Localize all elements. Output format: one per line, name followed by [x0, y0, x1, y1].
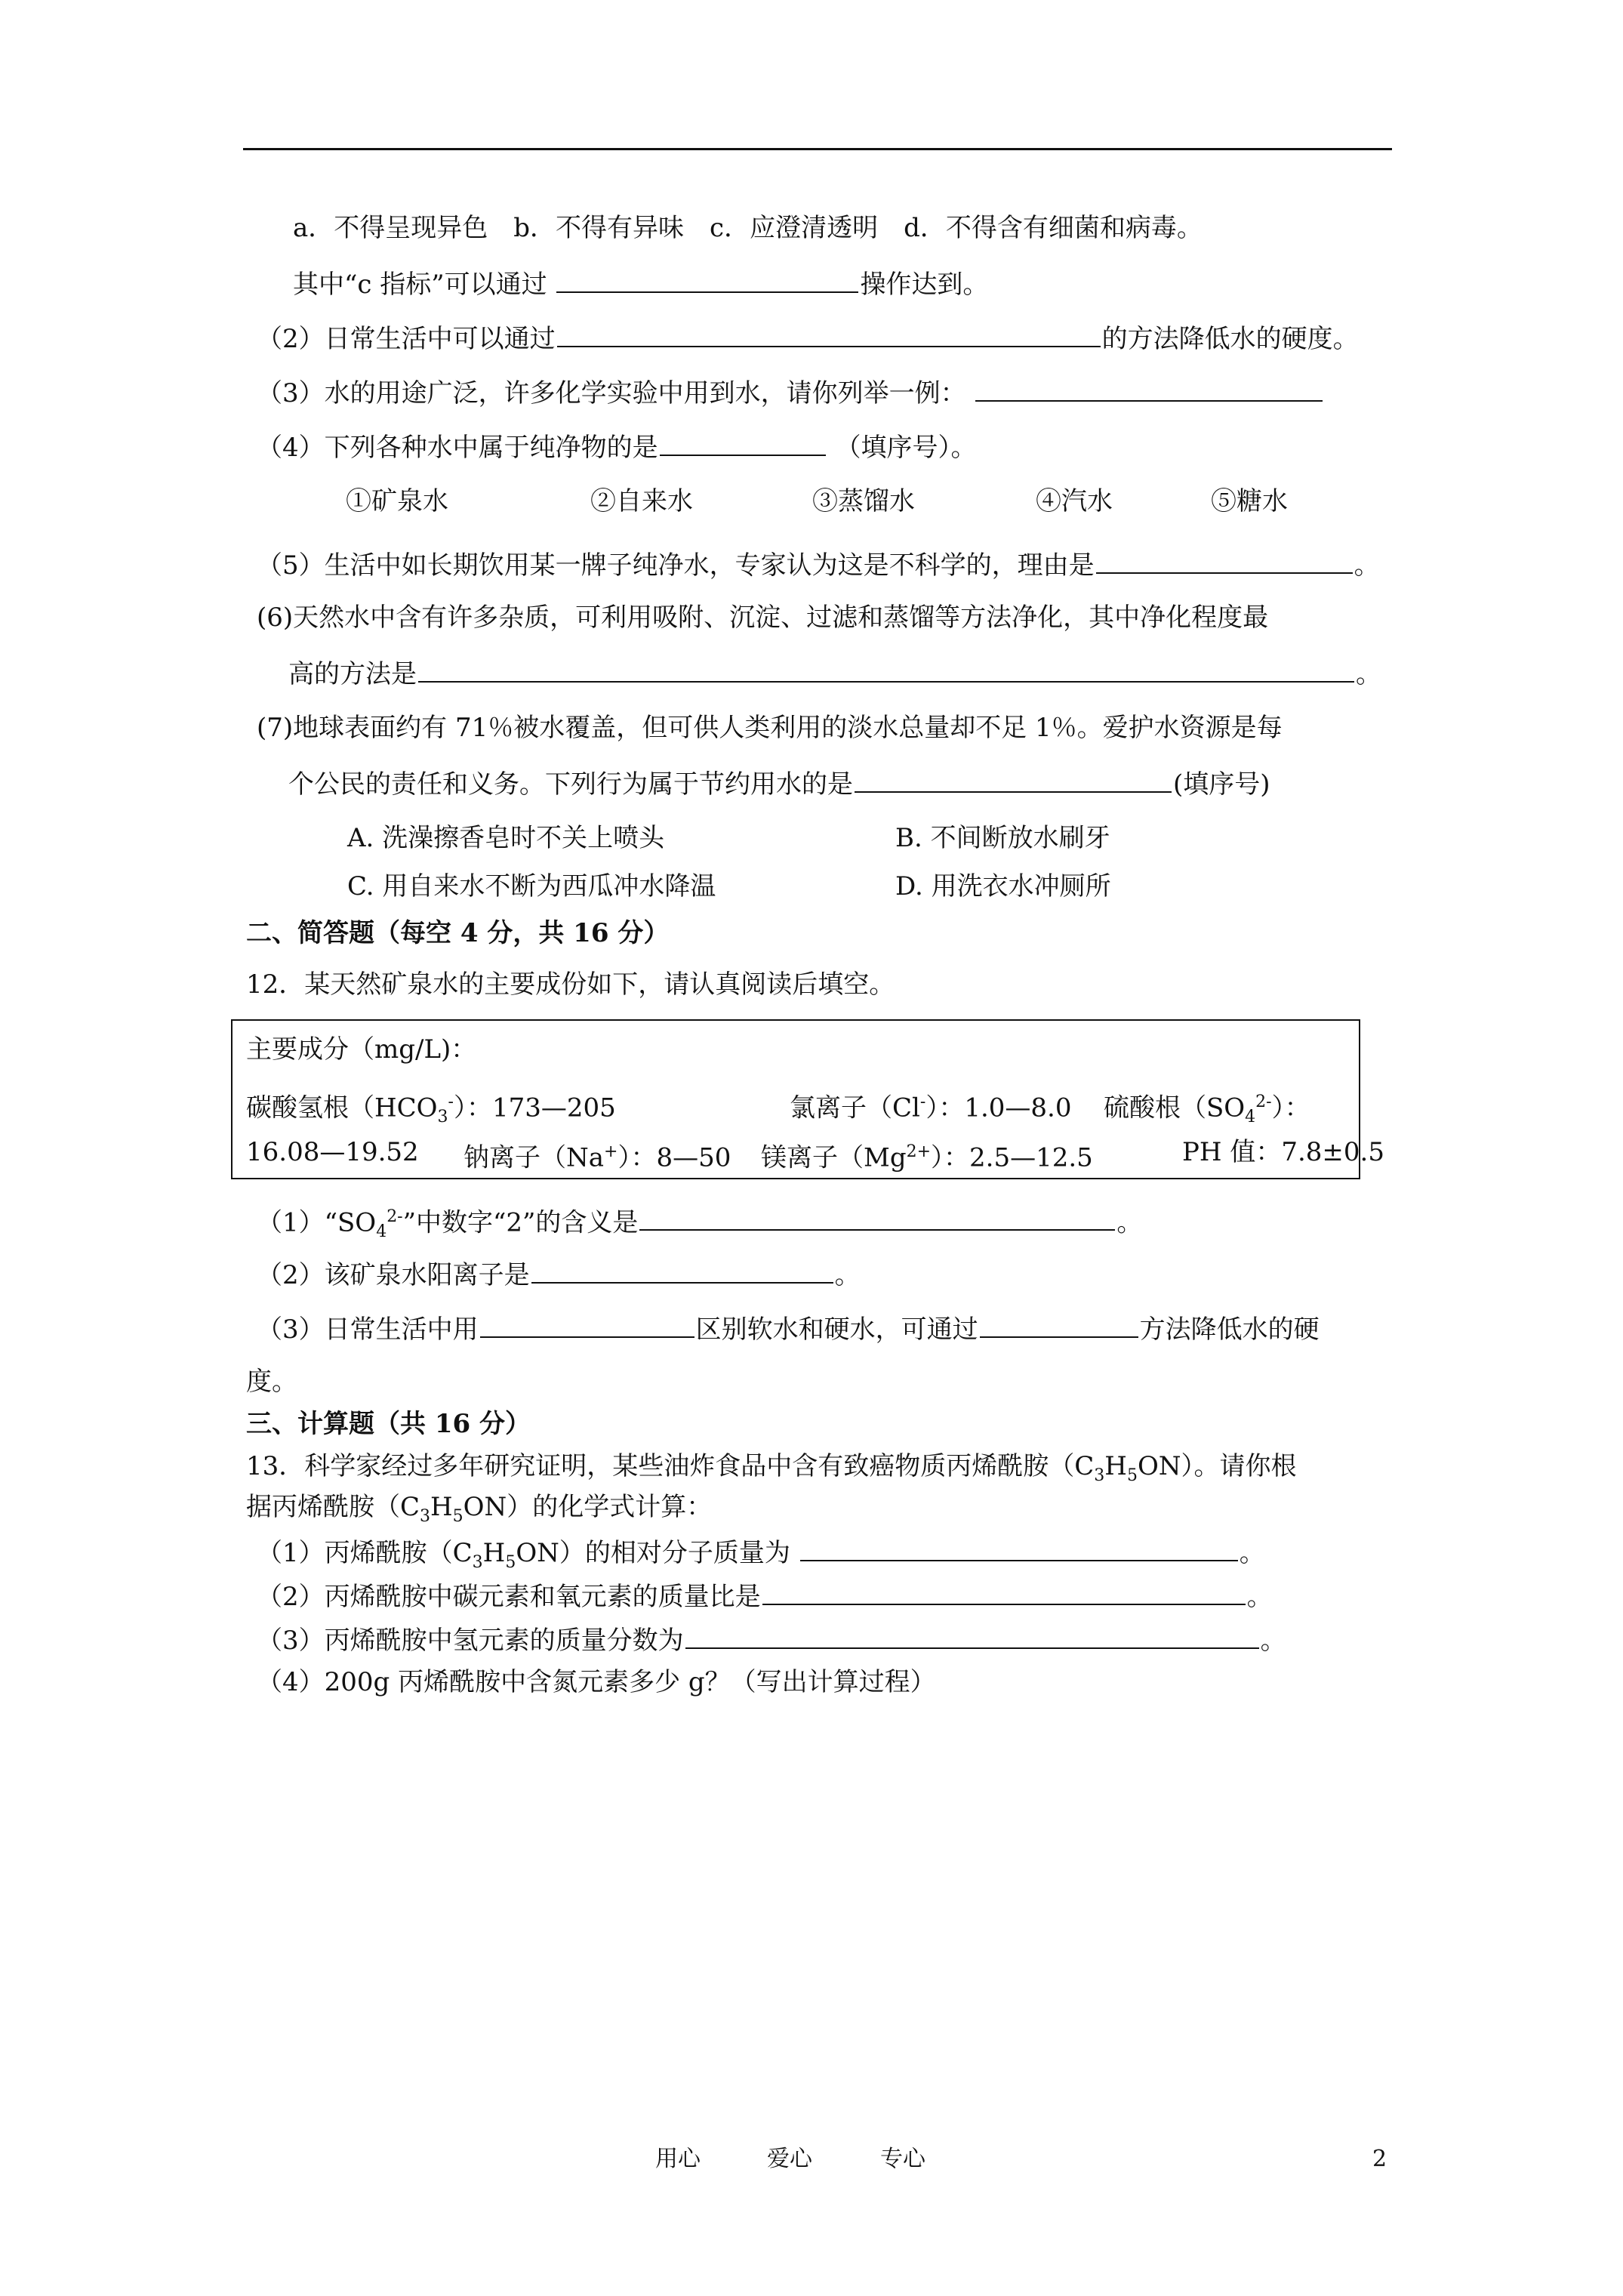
composition-mg: 镁离子$(Mg^{2+})$：2.5—12.5 — [761, 1142, 1093, 1173]
answer-blank[interactable] — [557, 320, 1101, 347]
answer-blank[interactable] — [639, 1203, 1115, 1231]
footer-motto: 专心 — [880, 2146, 925, 2172]
q13-part1: （1）丙烯酰胺$(C_3H_5ON)$的相对分子质量为 。 — [257, 1534, 1265, 1579]
page-number: 2 — [1372, 2146, 1387, 2172]
answer-blank[interactable] — [685, 1622, 1259, 1649]
q13-part3: （3）丙烯酰胺中氢元素的质量分数为 。 — [257, 1622, 1286, 1657]
answer-blank[interactable] — [975, 374, 1323, 402]
q12-stem: 12．某天然矿泉水的主要成份如下，请认真阅读后填空。 — [246, 969, 895, 1000]
conservation-option-b: B. 不间断放水刷牙 — [895, 823, 1110, 853]
q13-stem-line2: 据丙烯酰胺$(C_3H_5ON)$的化学式计算： — [246, 1492, 713, 1526]
q11-part7-line1: (7)地球表面约有 71％被水覆盖，但可供人类利用的淡水总量却不足 1％。爱护水资源是每 — [257, 713, 1283, 743]
footer-motto: 用心 — [655, 2146, 701, 2172]
q13-part2: （2）丙烯酰胺中碳元素和氧元素的质量比是 。 — [257, 1578, 1273, 1613]
answer-blank[interactable] — [556, 266, 858, 293]
q12-part2: （2）该矿泉水阳离子是 。 — [257, 1256, 861, 1292]
answer-blank[interactable] — [531, 1256, 833, 1284]
answer-blank[interactable] — [980, 1311, 1138, 1338]
composition-ph: PH 值：7.8±0.5 — [1182, 1137, 1384, 1167]
q12-part1: $(1)“SO_4^{2-}$”中数字“2”的含义是 。 — [257, 1200, 1142, 1249]
q13-stem-line1: 13．科学家经过多年研究证明，某些油炸食品中含有致癌物质丙烯酰胺$(C_3H_5ON)$。请你根 — [246, 1451, 1297, 1485]
conservation-option-c: C. 用自来水不断为西瓜冲水降温 — [347, 871, 716, 901]
q11-part6-line1: (6)天然水中含有许多杂质，可利用吸附、沉淀、过滤和蒸馏等方法净化，其中净化程度最 — [257, 603, 1269, 633]
c-indicator-question: 其中“c 指标”可以通过 操作达到。 — [293, 266, 988, 301]
composition-na: 钠离子（Na+）：8—50 — [463, 1142, 731, 1173]
answer-blank[interactable] — [418, 655, 1354, 683]
water-option: ④汽水 — [1036, 486, 1113, 516]
composition-so4: 硫酸根$(SO_4^{2-})$： — [1104, 1093, 1310, 1127]
water-option: ②自来水 — [590, 486, 693, 516]
answer-blank[interactable] — [1096, 547, 1353, 574]
q11-part6-line2: 高的方法是 。 — [288, 655, 1381, 691]
answer-blank[interactable] — [762, 1578, 1246, 1605]
header-rule — [243, 148, 1392, 150]
composition-cl: 氯离子（Cl-）：1.0—8.0 — [790, 1093, 1072, 1123]
q13-part4: （4）200g 丙烯酰胺中含氮元素多少 g？（写出计算过程） — [257, 1667, 936, 1697]
composition-title: 主要成分（mg/L)： — [246, 1034, 477, 1065]
section-heading-short-answer: 二、简答题（每空 4 分，共 16 分） — [246, 918, 670, 948]
q11-part3: （3）水的用途广泛，许多化学实验中用到水，请你列举一例： — [257, 374, 1324, 410]
composition-hco3: 碳酸氢根$(HCO_3^-)$：173—205 — [246, 1093, 616, 1127]
answer-blank[interactable] — [480, 1311, 694, 1338]
answer-blank[interactable] — [800, 1534, 1238, 1561]
footer-motto: 爱心 — [767, 2146, 812, 2172]
q11-part2: （2）日常生活中可以通过 的方法降低水的硬度。 — [257, 320, 1359, 356]
conservation-option-d: D. 用洗衣水冲厕所 — [895, 871, 1111, 901]
water-option: ①矿泉水 — [346, 486, 448, 516]
q11-part7-line2: 个公民的责任和义务。下列行为属于节约用水的是 (填序号) — [288, 766, 1270, 801]
q11-part5: （5）生活中如长期饮用某一牌子纯净水，专家认为这是不科学的，理由是 。 — [257, 547, 1380, 582]
q11-part4: （4）下列各种水中属于纯净物的是 （填序号）。 — [257, 429, 976, 464]
q12-part3-cont: 度。 — [246, 1367, 297, 1397]
section-heading-calculation: 三、计算题（共 16 分） — [246, 1409, 531, 1439]
water-indicators: a．不得呈现异色 b．不得有异味 c．应澄清透明 d．不得含有细菌和病毒。 — [293, 213, 1203, 243]
answer-blank[interactable] — [660, 429, 826, 456]
water-option: ⑤糖水 — [1211, 486, 1288, 516]
composition-so4-value: 16.08—19.52 — [246, 1137, 419, 1167]
water-option: ③蒸馏水 — [812, 486, 915, 516]
answer-blank[interactable] — [855, 766, 1172, 793]
q12-part3: （3）日常生活中用 区别软水和硬水，可通过 方法降低水的硬 — [257, 1311, 1320, 1346]
conservation-option-a: A. 洗澡擦香皂时不关上喷头 — [347, 823, 665, 853]
